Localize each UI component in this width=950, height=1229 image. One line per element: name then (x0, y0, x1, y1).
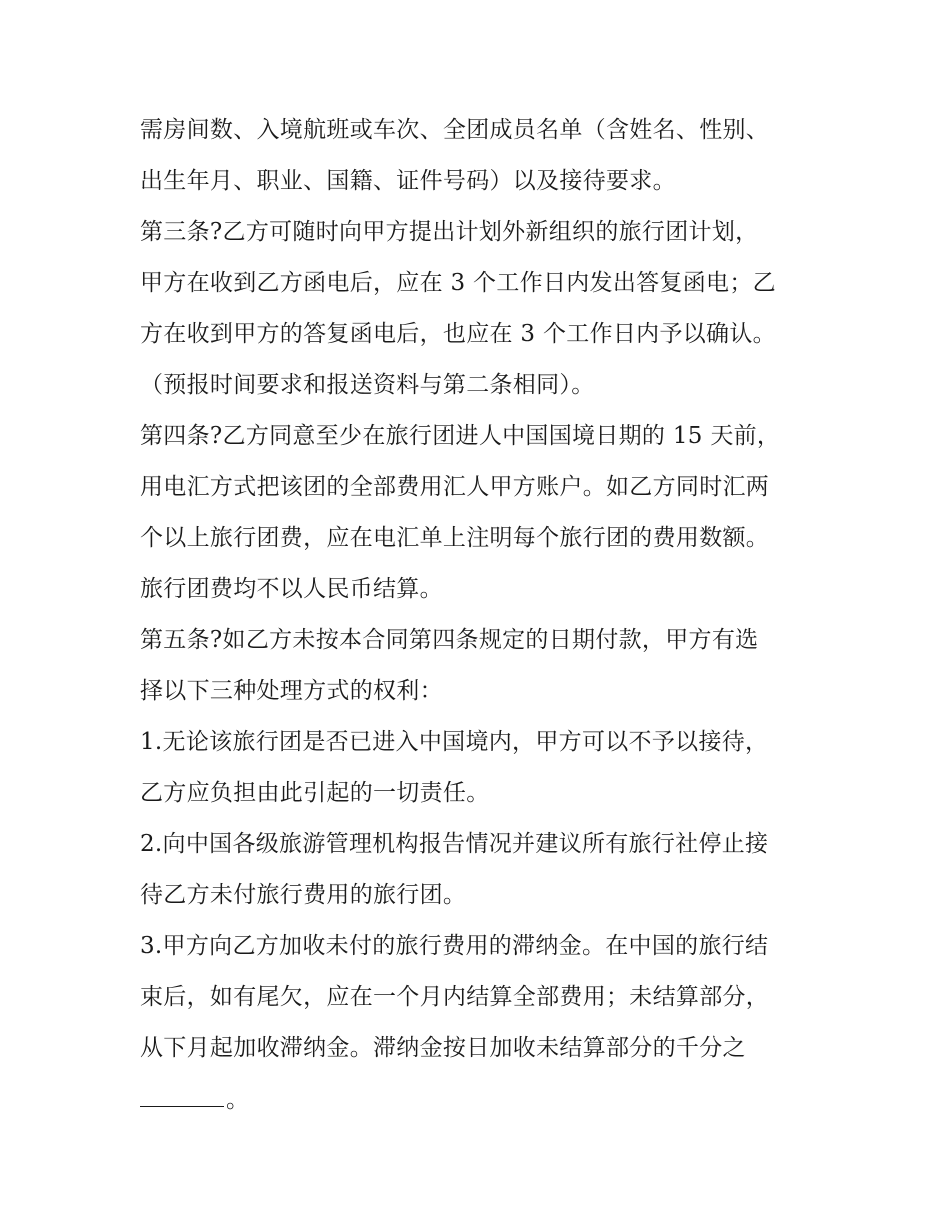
text-line: 从下月起加收滞纳金。滞纳金按日加收未结算部分的千分之 (140, 1035, 746, 1061)
text-line: 待乙方未付旅行费用的旅行团。 (140, 882, 467, 908)
text-line: 第三条?乙方可随时向甲方提出计划外新组织的旅行团计划， (140, 219, 759, 245)
text-line: 出生年月、职业、国籍、证件号码）以及接待要求。 (140, 168, 676, 194)
text-line: 束后，如有尾欠，应在一个月内结算全部费用；未结算部分， (140, 984, 770, 1010)
text-line: 方在收到甲方的答复函电后，也应在 3 个工作日内予以确认。 (140, 321, 776, 347)
contract-text (140, 105, 820, 1125)
text-line: 甲方在收到乙方函电后，应在 3 个工作日内发出答复函电；乙 (140, 270, 776, 296)
text-line: （预报时间要求和报送资料与第二条相同）。 (140, 372, 595, 398)
text-line: 个以上旅行团费，应在电汇单上注明每个旅行团的费用数额。 (140, 525, 770, 551)
text-line: 择以下三种处理方式的权利： (140, 678, 443, 704)
text-line: 第四条?乙方同意至少在旅行团进人中国国境日期的 15 天前， (140, 423, 781, 449)
text-line: 第五条?如乙方未按本合同第四条规定的日期付款，甲方有选 (140, 627, 759, 653)
text-line-final (140, 1074, 820, 1125)
text-line: 3.甲方向乙方加收未付的旅行费用的滞纳金。在中国的旅行结 (140, 933, 769, 959)
text-line: 旅行团费均不以人民币结算。 (140, 576, 443, 602)
text-line: 用电汇方式把该团的全部费用汇人甲方账户。如乙方同时汇两 (140, 474, 770, 500)
text-line: 1.无论该旅行团是否已进入中国境内，甲方可以不予以接待， (140, 729, 769, 755)
fill-in-blank (140, 1074, 224, 1107)
text-line: 乙方应负担由此引起的一切责任。 (140, 780, 490, 806)
text-line: 2.向中国各级旅游管理机构报告情况并建议所有旅行社停止接 (140, 831, 769, 857)
text-line: 需房间数、入境航班或车次、全团成员名单（含姓名、性别、 (140, 117, 770, 143)
final-punctuation: 。 (226, 1087, 250, 1113)
